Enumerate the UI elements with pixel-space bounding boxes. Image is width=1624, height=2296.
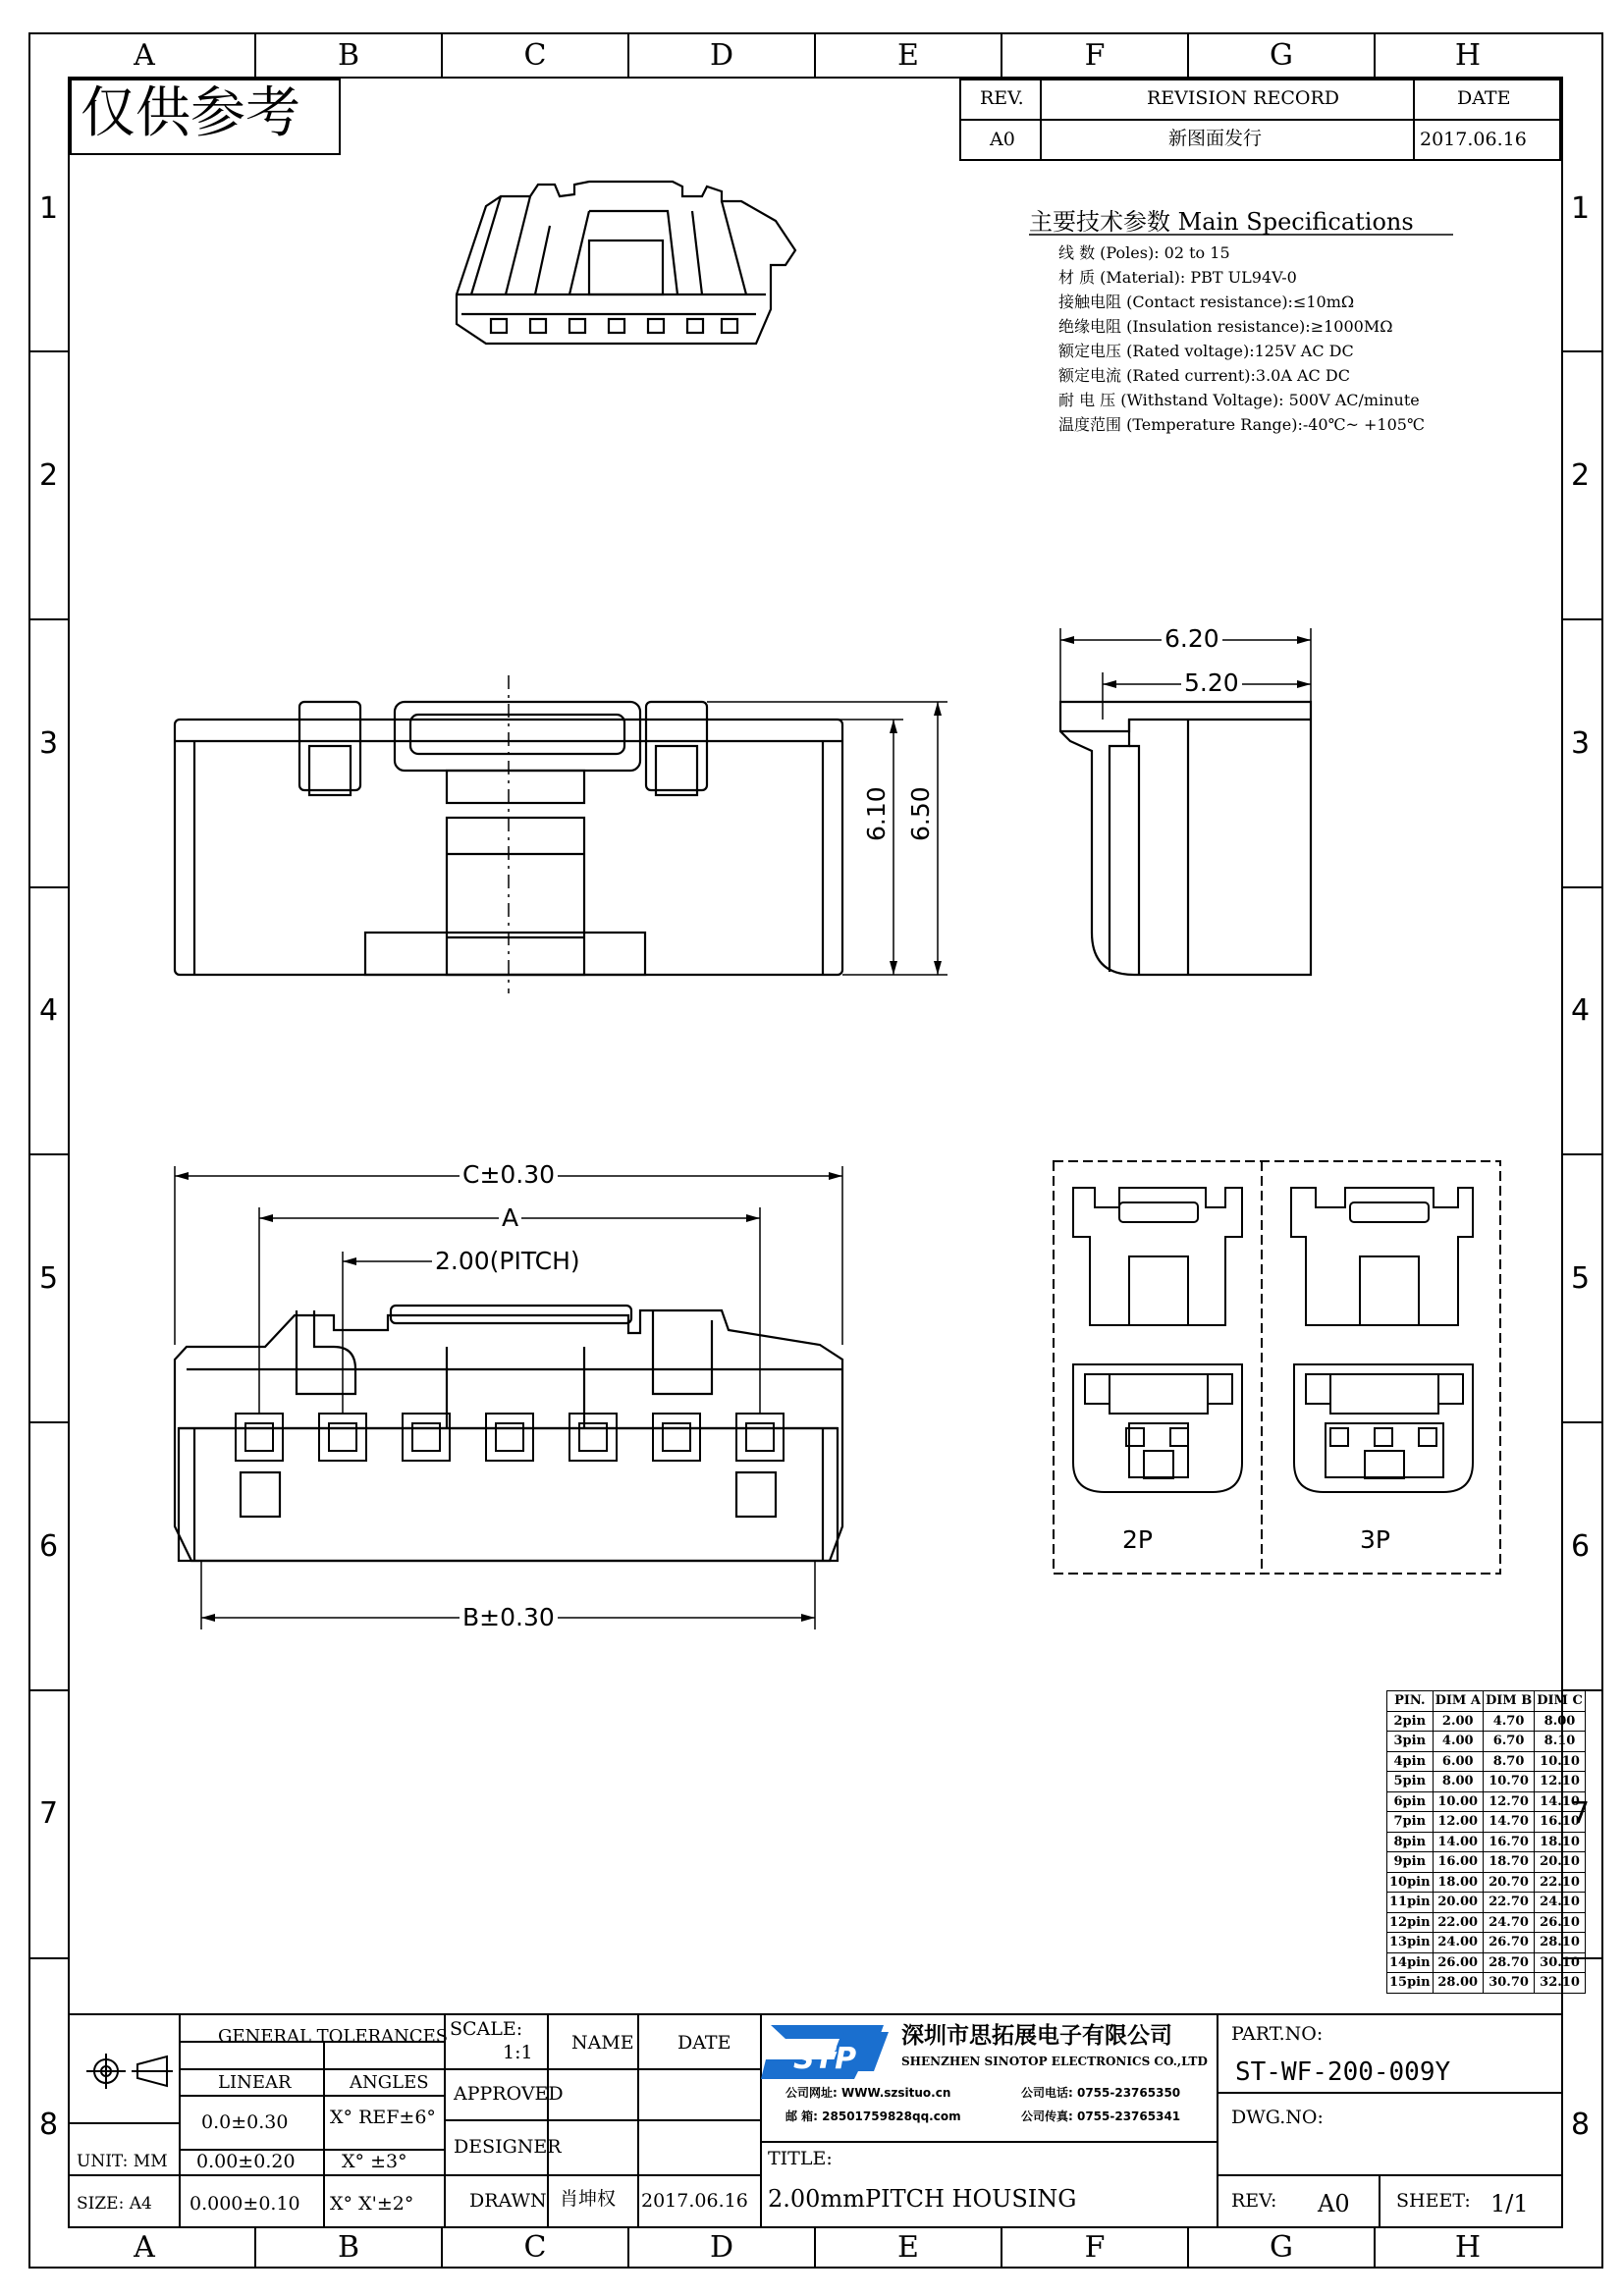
table-row bbox=[1387, 1952, 1586, 1973]
table-cell: 24.00 bbox=[1433, 1933, 1483, 1953]
drawn-label: DRAWN bbox=[469, 2190, 547, 2212]
dim-c: C±0.30 bbox=[460, 1162, 558, 1187]
table-cell: 8pin bbox=[1387, 1832, 1434, 1852]
table-cell: 6pin bbox=[1387, 1791, 1434, 1812]
table-cell: 20.10 bbox=[1535, 1852, 1586, 1873]
col-label-h-bottom: H bbox=[1454, 2230, 1482, 2265]
table-header: DIM C bbox=[1535, 1691, 1586, 1712]
table-row bbox=[1387, 1812, 1586, 1833]
row-label-8-right: 8 bbox=[1571, 2108, 1591, 2142]
bottom-view bbox=[175, 1306, 842, 1561]
revision-date-value: 2017.06.16 bbox=[1420, 129, 1527, 150]
linear-label: LINEAR bbox=[218, 2072, 292, 2093]
side-view bbox=[1060, 702, 1311, 975]
table-row bbox=[1387, 1791, 1586, 1812]
row-dividers bbox=[29, 351, 1602, 1958]
scale-label: SCALE: bbox=[450, 2018, 523, 2040]
table-cell: 22.00 bbox=[1433, 1912, 1483, 1933]
table-cell: 14.10 bbox=[1535, 1791, 1586, 1812]
unit-label: UNIT: MM bbox=[77, 2152, 168, 2171]
table-cell: 8.00 bbox=[1535, 1711, 1586, 1732]
table-cell: 30.10 bbox=[1535, 1952, 1586, 1973]
part-no-label: PART.NO: bbox=[1231, 2023, 1324, 2045]
size-label: SIZE: A4 bbox=[77, 2194, 152, 2214]
table-cell: 22.70 bbox=[1483, 1893, 1534, 1913]
table-cell: 28.70 bbox=[1483, 1952, 1534, 1973]
table-cell: 22.10 bbox=[1535, 1872, 1586, 1893]
company-email: 邮 箱: 28501759828qq.com bbox=[785, 2109, 961, 2123]
designer-label: DESIGNER bbox=[454, 2136, 562, 2158]
drawing-title: 2.00mmPITCH HOUSING bbox=[768, 2185, 1077, 2213]
date-col-header: DATE bbox=[677, 2032, 731, 2054]
company-web: 公司网址: WWW.szsituo.cn bbox=[785, 2086, 951, 2100]
sheet-value: 1/1 bbox=[1490, 2190, 1529, 2217]
row-label-6: 6 bbox=[39, 1529, 59, 1564]
row-label-5: 5 bbox=[39, 1261, 59, 1296]
variants-box bbox=[1054, 1161, 1500, 1574]
table-row bbox=[1387, 1852, 1586, 1873]
table-cell: 6.70 bbox=[1483, 1732, 1534, 1752]
row-label-2-right: 2 bbox=[1571, 458, 1591, 493]
table-cell: 16.70 bbox=[1483, 1832, 1534, 1852]
angles-label: ANGLES bbox=[350, 2072, 429, 2093]
table-row bbox=[1387, 1872, 1586, 1893]
spec-poles: 线 数 (Poles): 02 to 15 bbox=[1058, 243, 1230, 262]
table-cell: 14.70 bbox=[1483, 1812, 1534, 1833]
table-cell: 10pin bbox=[1387, 1872, 1434, 1893]
company-logo bbox=[761, 2025, 889, 2079]
general-tolerances-label: GENERAL TOLERANCES bbox=[218, 2026, 449, 2047]
outer-border bbox=[29, 33, 1602, 2268]
table-cell: 8.00 bbox=[1433, 1772, 1483, 1792]
rev-header: REV. bbox=[980, 87, 1024, 109]
drawn-date: 2017.06.16 bbox=[641, 2190, 748, 2212]
contact-cavities bbox=[236, 1414, 784, 1461]
table-cell: 11pin bbox=[1387, 1893, 1434, 1913]
table-cell: 5pin bbox=[1387, 1772, 1434, 1792]
table-cell: 26.00 bbox=[1433, 1952, 1483, 1973]
table-cell: 20.70 bbox=[1483, 1872, 1534, 1893]
row-label-8: 8 bbox=[39, 2108, 59, 2142]
table-row bbox=[1387, 1772, 1586, 1792]
dim-a: A bbox=[499, 1205, 521, 1230]
projection-symbol-icon bbox=[86, 2054, 173, 2089]
table-cell: 12.00 bbox=[1433, 1812, 1483, 1833]
table-cell: 14.00 bbox=[1433, 1832, 1483, 1852]
name-header: NAME bbox=[571, 2032, 634, 2054]
specs-title: 主要技术参数 Main Specifications bbox=[1029, 208, 1414, 236]
col-label-b-bottom: B bbox=[337, 2230, 360, 2265]
row-label-1-right: 1 bbox=[1571, 191, 1591, 226]
table-cell: 16.00 bbox=[1433, 1852, 1483, 1873]
col-label-a: A bbox=[134, 38, 155, 73]
dim-b: B±0.30 bbox=[460, 1605, 558, 1629]
table-cell: 24.70 bbox=[1483, 1912, 1534, 1933]
iso-view bbox=[457, 182, 795, 344]
table-cell: 12.70 bbox=[1483, 1791, 1534, 1812]
table-cell: 18.10 bbox=[1535, 1832, 1586, 1852]
col-label-g: G bbox=[1270, 38, 1293, 73]
spec-insulation-resistance: 绝缘电阻 (Insulation resistance):≥1000MΩ bbox=[1058, 317, 1393, 336]
table-cell: 15pin bbox=[1387, 1973, 1434, 1994]
spec-withstand-voltage: 耐 电 压 (Withstand Voltage): 500V AC/minute bbox=[1058, 391, 1420, 409]
table-cell: 10.10 bbox=[1535, 1751, 1586, 1772]
col-label-h: H bbox=[1454, 38, 1482, 73]
angle-tol-3: X° X'±2° bbox=[330, 2193, 414, 2215]
angle-tol-1: X° REF±6° bbox=[330, 2107, 436, 2128]
table-cell: 8.70 bbox=[1483, 1751, 1534, 1772]
spec-temperature-range: 温度范围 (Temperature Range):-40℃~ +105℃ bbox=[1058, 415, 1425, 434]
table-cell: 12pin bbox=[1387, 1912, 1434, 1933]
table-cell: 12.10 bbox=[1535, 1772, 1586, 1792]
row-label-5-right: 5 bbox=[1571, 1261, 1591, 1296]
table-cell: 2.00 bbox=[1433, 1711, 1483, 1732]
variant-3p-label: 3P bbox=[1360, 1525, 1390, 1554]
table-header-row bbox=[1387, 1691, 1586, 1712]
table-cell: 30.70 bbox=[1483, 1973, 1534, 1994]
row-label-7-right: 7 bbox=[1571, 1796, 1591, 1831]
dim-arrows bbox=[175, 636, 1311, 1622]
table-row bbox=[1387, 1912, 1586, 1933]
row-label-3: 3 bbox=[39, 726, 59, 761]
part-no-value: ST-WF-200-009Y bbox=[1235, 2057, 1451, 2087]
table-header: DIM B bbox=[1483, 1691, 1534, 1712]
col-label-a-bottom: A bbox=[134, 2230, 155, 2265]
table-cell: 3pin bbox=[1387, 1732, 1434, 1752]
spec-material: 材 质 (Material): PBT UL94V-0 bbox=[1058, 268, 1297, 287]
table-row bbox=[1387, 1933, 1586, 1953]
dim-pitch: 2.00(PITCH) bbox=[435, 1247, 580, 1275]
col-label-d-bottom: D bbox=[709, 2230, 734, 2265]
title-label: TITLE: bbox=[768, 2148, 833, 2169]
col-label-b: B bbox=[337, 38, 360, 73]
table-cell: 4pin bbox=[1387, 1751, 1434, 1772]
linear-tol-2: 0.00±0.20 bbox=[196, 2151, 296, 2172]
reference-stamp: 仅供参考 bbox=[81, 81, 300, 145]
company-name-cn: 深圳市思拓展电子有限公司 bbox=[901, 2023, 1172, 2049]
table-row bbox=[1387, 1711, 1586, 1732]
table-cell: 9pin bbox=[1387, 1852, 1434, 1873]
table-cell: 10.00 bbox=[1433, 1791, 1483, 1812]
table-cell: 28.10 bbox=[1535, 1933, 1586, 1953]
table-cell: 24.10 bbox=[1535, 1893, 1586, 1913]
col-label-e-bottom: E bbox=[897, 2230, 919, 2265]
table-row bbox=[1387, 1732, 1586, 1752]
table-header: PIN. bbox=[1387, 1691, 1434, 1712]
table-row bbox=[1387, 1832, 1586, 1852]
drawn-name: 肖坤权 bbox=[560, 2188, 617, 2210]
dwg-no-label: DWG.NO: bbox=[1231, 2107, 1324, 2128]
col-label-d: D bbox=[709, 38, 734, 73]
table-cell: 4.00 bbox=[1433, 1732, 1483, 1752]
table-cell: 14pin bbox=[1387, 1952, 1434, 1973]
table-row bbox=[1387, 1893, 1586, 1913]
rev-label: REV: bbox=[1231, 2190, 1277, 2212]
spec-rated-current: 额定电流 (Rated current):3.0A AC DC bbox=[1058, 366, 1350, 385]
spec-contact-resistance: 接触电阻 (Contact resistance):≤10mΩ bbox=[1058, 293, 1355, 311]
linear-tol-1: 0.0±0.30 bbox=[201, 2111, 289, 2133]
variant-2p-label: 2P bbox=[1122, 1525, 1153, 1554]
company-tel: 公司电话: 0755-23765350 bbox=[1021, 2086, 1181, 2100]
scale-value: 1:1 bbox=[503, 2042, 533, 2063]
table-cell: 20.00 bbox=[1433, 1893, 1483, 1913]
angle-tol-2: X° ±3° bbox=[342, 2151, 407, 2172]
table-cell: 26.70 bbox=[1483, 1933, 1534, 1953]
col-label-f-bottom: F bbox=[1084, 2230, 1106, 2265]
dim-height-650: 6.50 bbox=[908, 783, 933, 844]
row-label-3-right: 3 bbox=[1571, 726, 1591, 761]
table-cell: 13pin bbox=[1387, 1933, 1434, 1953]
table-cell: 2pin bbox=[1387, 1711, 1434, 1732]
col-label-e: E bbox=[897, 38, 919, 73]
row-label-2: 2 bbox=[39, 458, 59, 493]
table-row bbox=[1387, 1751, 1586, 1772]
sheet-label: SHEET: bbox=[1396, 2190, 1471, 2212]
col-label-c-bottom: C bbox=[523, 2230, 547, 2265]
revision-record-value: 新图面发行 bbox=[1168, 128, 1263, 149]
table-header: DIM A bbox=[1433, 1691, 1483, 1712]
col-label-c: C bbox=[523, 38, 547, 73]
table-cell: 16.10 bbox=[1535, 1812, 1586, 1833]
table-cell: 28.00 bbox=[1433, 1973, 1483, 1994]
dim-side-width-520: 5.20 bbox=[1181, 670, 1242, 695]
table-cell: 26.10 bbox=[1535, 1912, 1586, 1933]
table-cell: 10.70 bbox=[1483, 1772, 1534, 1792]
linear-tol-3: 0.000±0.10 bbox=[189, 2193, 300, 2215]
company-name-en: SHENZHEN SINOTOP ELECTRONICS CO.,LTD bbox=[901, 2055, 1208, 2068]
table-cell: 18.00 bbox=[1433, 1872, 1483, 1893]
approved-label: APPROVED bbox=[454, 2083, 564, 2105]
table-cell: 7pin bbox=[1387, 1812, 1434, 1833]
row-label-6-right: 6 bbox=[1571, 1529, 1591, 1564]
row-label-1: 1 bbox=[39, 191, 59, 226]
col-label-f: F bbox=[1084, 38, 1106, 73]
table-cell: 18.70 bbox=[1483, 1852, 1534, 1873]
table-cell: 32.10 bbox=[1535, 1973, 1586, 1994]
row-label-4-right: 4 bbox=[1571, 993, 1591, 1028]
table-cell: 4.70 bbox=[1483, 1711, 1534, 1732]
spec-rated-voltage: 额定电压 (Rated voltage):125V AC DC bbox=[1058, 342, 1354, 360]
rev-value-title: A0 bbox=[1318, 2190, 1350, 2217]
col-label-g-bottom: G bbox=[1270, 2230, 1293, 2265]
revision-record-header: REVISION RECORD bbox=[1147, 87, 1339, 109]
svg-text:STP: STP bbox=[793, 2042, 857, 2076]
rev-value: A0 bbox=[990, 129, 1015, 150]
dim-height-610: 6.10 bbox=[864, 783, 889, 844]
dim-side-width-620: 6.20 bbox=[1162, 626, 1222, 651]
company-fax: 公司传真: 0755-23765341 bbox=[1021, 2109, 1181, 2123]
date-header: DATE bbox=[1457, 87, 1511, 109]
table-cell: 6.00 bbox=[1433, 1751, 1483, 1772]
table-row bbox=[1387, 1973, 1586, 1994]
row-label-4: 4 bbox=[39, 993, 59, 1028]
table-cell: 8.10 bbox=[1535, 1732, 1586, 1752]
pin-dimension-table bbox=[1386, 1690, 1586, 1994]
row-label-7: 7 bbox=[39, 1796, 59, 1831]
